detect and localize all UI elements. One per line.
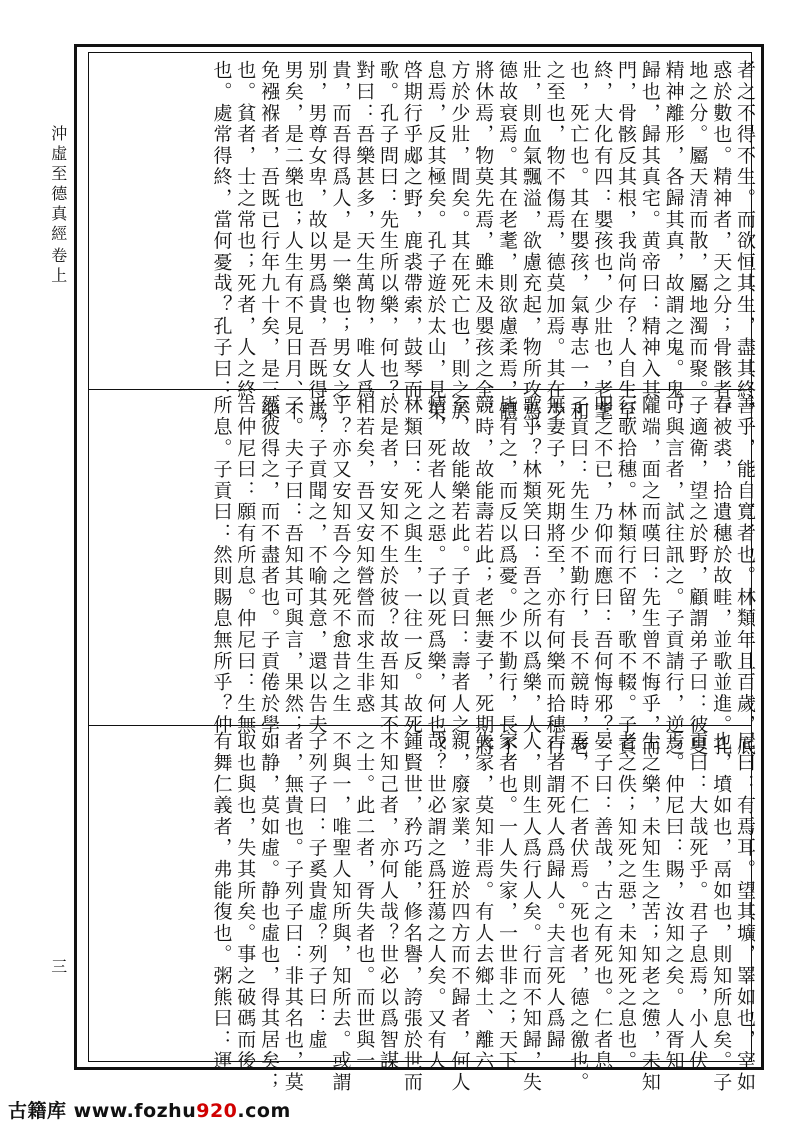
volume-label: 卷上: [48, 247, 68, 287]
site-url-number: 920: [196, 1100, 238, 1122]
site-footer[interactable]: [8, 1096, 291, 1123]
site-url-suffix: .com: [237, 1100, 291, 1122]
site-name: 古籍库: [8, 1100, 67, 1122]
site-url-prefix: www.fozhu: [73, 1100, 197, 1122]
text-band-bottom: 尼曰：有焉耳。望其壙，睪如也，宰如 也，墳如也，鬲如也，則知所息矣。子 貢曰：大哉死乎。君子息焉，小人伏 焉。仲尼曰：賜，汝知之矣。人胥知 生之樂，未知生之苦；知老之憊，未知 老之佚；知死之惡，未知死之息也。 晏子曰：善哉，古之有死也。仁者息 焉，不仁者伏焉。死也者，德之徼也。 古者謂死人爲歸人。夫言死人爲歸 人，則生人爲行人矣。行而不知歸，失 家者也。一人失家，一世非之；天下 失家，莫知非焉。有人去鄉土、離六 親，廢家業，遊於四方而不歸者，何人 哉？世必謂之爲狂蕩之人矣。又有人 鍾賢世，矜巧能，修名譽，誇張於世而 不知己者，亦何人哉？世必以爲智謀 之士。此二者，胥失者也。而世與一 不與一，唯聖人知所與，知所去。或謂 子列子曰：子奚貴虛？列子曰：虛 者，無貴也。子列子曰：非其名也，莫 如静，莫如虛。静也虛也，得其居矣； 取也與也，失其所矣。事之破碼而後 有舞仁義者，弗能復也。粥熊曰：運: [210, 731, 756, 1094]
book-title: 沖虛至德真經: [48, 125, 68, 245]
text-band-middle: 善乎，能自寬者也。林類年且百歲，底 春被裘，拾遺穗於故畦，並歌並進。孔 子適衛，望之於野，顧謂弟子曰：彼叟 可與言者，試往訊之。子貢請行，逆之 隴端，面之而嘆曰：先生曾不悔乎，而 行歌拾穗。林類行不留，歌不輟。子貢 叩之不已，乃仰而應曰：吾何悔邪？ 子貢曰：先生少不勤行，長不競時，老 無妻子，死期將至，亦有何樂而拾穗行 歌乎？林類笑曰：吾之所以爲樂，人 皆有之，而反以爲憂。少不勤行，長不 競時，故能壽若此；老無妻子，死期將 至，故能樂若此。子貢曰：壽者人之 情，死者人之惡。子以死爲樂，何也？ 林類曰：死之與生，一往一反。故死 於是者，安知不生於彼？故吾知其不 相若矣，吾又安知營營而求生非惑 乎？亦又安知吾今之死不愈昔之生 乎？子貢聞之，不喻其意，還以告夫 子。夫子曰：吾知其可與言，果然； 然彼得之，而不盡者也。子貢倦於學， 告仲尼曰：願有所息。仲尼曰：生無 所息。子貢曰：然則賜息無所乎？仲: [210, 395, 756, 758]
text-band-top: 者之不得不生。而欲恒其生，盡其終， 惑於數也。精神者，天之分；骨骸者， 地之分。屬天清而散，屬地濁而聚。 精神離形，各歸其真，故謂之鬼。鬼， 歸也，歸其真宅。黄帝曰：精神入其 門，骨骸反其根，我尚何存？人自生至 終，大化有四：嬰孩也，少壯也，老耄 也，死亡也。其在嬰孩，氣專志一，和 之至也，物不傷焉，德莫加焉。其在少 壯，則血氣飄溢，欲慮充起，物所攻焉， 德故衰焉。其在老耄，則欲慮柔焉，體 將休焉，物莫先焉，雖未及嬰孩之全， 方於少壯，間矣。其在死亡也，則之於 息焉，反其極矣。孔子遊於太山，見榮 啓期行乎郕之野，鹿裘帶索，鼓琴而 歌。孔子問曰：先生所以樂，何也？ 對曰：吾樂甚多，天生萬物，唯人爲 貴，而吾得爲人，是一樂也；男女之 别，男尊女卑，故以男爲貴，吾既得爲 男矣，是二樂也；人生有不見日月、不 免襁褓者，吾既已行年九十矣，是三樂 也。貧者，士之常也；死者，人之終 也。處常得終，當何憂哉？孔子曰：: [210, 60, 756, 444]
page-number: 三: [48, 958, 68, 977]
